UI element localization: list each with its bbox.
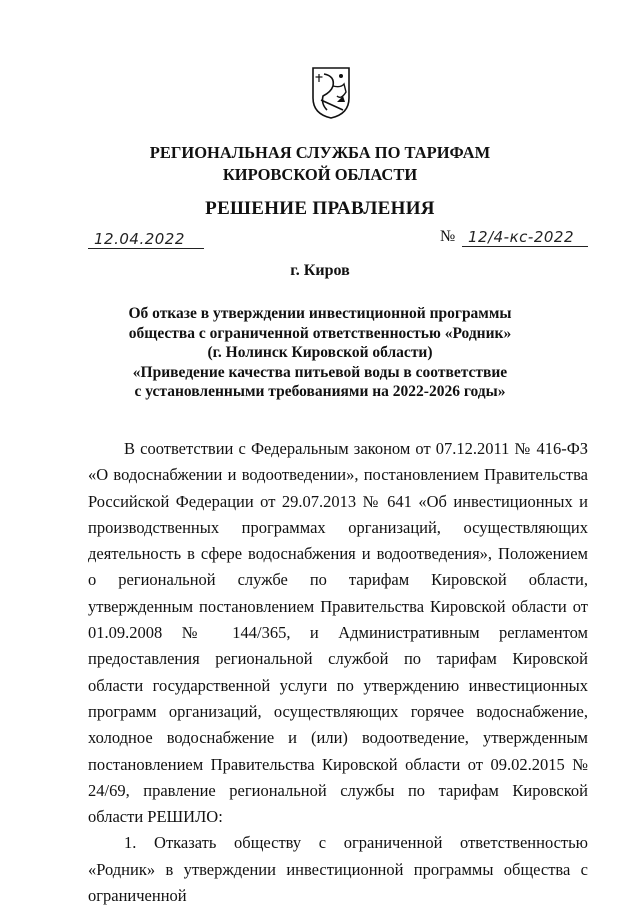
coat-of-arms-icon xyxy=(311,66,351,120)
number-label: № xyxy=(440,228,456,245)
organization-name xyxy=(0,142,640,186)
decision-item-1: 1. Отказать обществу с ограниченной ответственностью «Родник» в утверждении инвестиционной программы общества с ограниченной xyxy=(88,833,588,906)
decision-date: 12.04.2022 xyxy=(88,230,204,249)
document-body xyxy=(88,436,588,909)
subject-line-2: общества с ограниченной ответственностью «Родник» xyxy=(128,324,512,342)
subject-line-5: с установленными требованиями на 2022-2026 годы» xyxy=(134,383,506,400)
decision-number: 12/4-кс-2022 xyxy=(462,228,588,247)
document-subject xyxy=(0,304,640,402)
org-line-1: РЕГИОНАЛЬНАЯ СЛУЖБА ПО ТАРИФАМ xyxy=(149,143,491,162)
subject-line-4: «Приведение качества питьевой воды в соответствие xyxy=(132,363,508,381)
city: г. Киров xyxy=(290,262,350,279)
org-line-2: КИРОВСКОЙ ОБЛАСТИ xyxy=(222,165,418,184)
preamble-paragraph: В соответствии с Федеральным законом от 07.12.2011 № 416-ФЗ «О водоснабжении и водоотведении», постановлением Правительства Российской Федерации от 29.07.2013 № 641 «Об инвестиционных и производственных программах организаций, осуществляющих деятельность в сфере водоснабжения и водоотведения», Положением о региональной службе по тарифам Кировской области, утвержденным постановлением Правительства Кировской области от 01.09.2008 № 144/365, и Административным регламентом предоставления региональной службой по тарифам Кировской области государственной услуги по утверждению инвестиционных программ организаций, осуществляющих горячее водоснабжение, холодное водоснабжение и (или) водоотведение, утвержденным постановлением Правительства Кировской области от 09.02.2015 № 24/69, правление региональной службы по тарифам Кировской области РЕШИЛО: xyxy=(88,439,588,827)
subject-line-3: (г. Нолинск Кировской области) xyxy=(207,344,433,361)
subject-line-1: Об отказе в утверждении инвестиционной программы xyxy=(128,305,512,322)
document-title: РЕШЕНИЕ ПРАВЛЕНИЯ xyxy=(205,198,435,219)
